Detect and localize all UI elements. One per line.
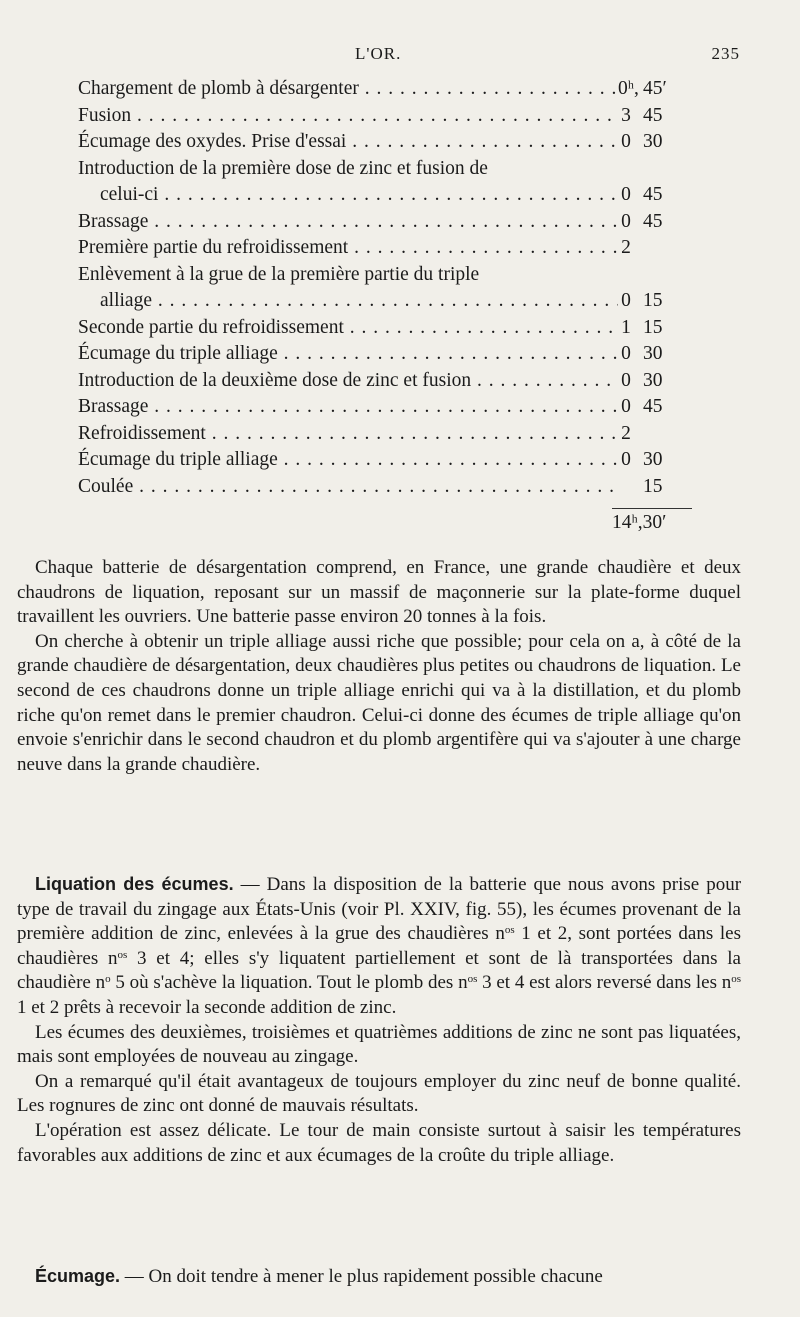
paragraph-deuxiemes: Les écumes des deuxièmes, troisièmes et quatrièmes additions de zinc ne sont pas liquatées, mais sont employées de nouveau au zingage. [17,1021,741,1068]
body-section-3 [17,1264,741,1290]
section-heading-ecumage: Écumage. [35,1266,121,1286]
schedule-row [78,315,698,342]
schedule-hours: 0 [621,184,631,205]
schedule-label: Seconde partie du refroidissement . . . [78,315,618,342]
schedule-row [78,156,698,183]
schedule-minutes: 45 [643,210,663,232]
schedule-label: Coulée . . . [78,474,618,501]
schedule-row [78,235,698,262]
paragraph-ecumage: Écumage. — On doit tendre à mener le plus rapidement possible chacune [35,1266,603,1287]
paragraph-operation: L'opération est assez délicate. Le tour de main consiste surtout à saisir les températures favorables aux additions de zinc et aux écumages de la croûte du triple alliage. [17,1119,741,1166]
body-section-2 [17,872,741,1168]
running-title: L'OR. [355,44,402,63]
body-section-1 [17,556,741,777]
schedule-minutes: 45 [643,184,663,205]
schedule-row [78,474,698,501]
schedule-label: Refroidissement . . . [78,421,618,448]
schedule-row [78,76,698,103]
schedule-row [78,262,698,289]
schedule-label: Brassage . . . [78,394,618,421]
schedule-label: Introduction de la deuxième dose de zinc et fusion . . . [78,368,618,395]
schedule-hours: 2 [621,237,631,258]
schedule-label: Écumage des oxydes. Prise d'essai . . . [78,129,618,156]
schedule-hours: 0ʰ, [618,78,639,99]
paragraph-zinc-neuf: On a remarqué qu'il était avantageux de toujours employer du zinc neuf de bonne qualité. Les rognures de zinc ont donné de mauvais résultats. [17,1070,741,1117]
schedule-minutes: 45 [643,104,663,126]
page-number: 235 [711,44,740,63]
schedule-minutes: 15 [643,475,663,497]
schedule-hours: 0 [621,343,631,364]
schedule-minutes: 30 [643,369,663,391]
schedule-row [78,341,698,368]
schedule-hours: 0 [621,396,631,417]
schedule-label: alliage . . . [100,288,618,315]
schedule-hours: 0 [621,449,631,470]
schedule-label: Fusion . . . [78,103,618,130]
schedule-row [78,394,698,421]
schedule-label: celui-ci . . . [100,182,618,209]
schedule-label: Première partie du refroidissement . . . [78,235,618,262]
schedule-minutes: 15 [643,316,663,338]
schedule-minutes: 30 [643,343,663,364]
schedule-minutes: 45 [643,396,663,417]
schedule-minutes: 30 [643,131,663,152]
schedule-row [78,129,698,156]
schedule-label: Introduction de la première dose de zinc et fusion de [78,157,488,179]
schedule-row [78,182,698,209]
schedule-row [78,368,698,395]
schedule-row [78,288,698,315]
schedule-label: Écumage du triple alliage . . . [78,341,618,368]
schedule-minutes: 45′ [643,78,667,99]
schedule-label: Brassage . . . [78,209,618,236]
schedule-row [78,447,698,474]
schedule-hours: 0 [621,369,631,391]
schedule-hours: 0 [621,131,631,152]
schedule-total: 14ʰ,30′ [612,512,667,533]
paragraph-liquation: Liquation des écumes. — Dans la disposition de la batterie que nous avons prise pour type de travail du zingage aux États-Unis (voir Pl. XXIV, fig. 55), les écumes provenant de la première addition de zinc, enlevées à la grue des chaudières $n^{os}$ 1 et 2, sont portées dans les chaudières $n^{os}$ 3 et 4; elles s'y liquatent partiellement et sont de là transportées dans la chaudière $n^o$ 5 où s'achève la liquation. Tout le plomb des $n^{os}$ 3 et 4 est alors reversé dans les $n^{os}$ 1 et 2 prêts à recevoir la seconde addition de zinc. [17,874,742,1018]
schedule-minutes: 15 [643,290,663,311]
schedule-hours: 0 [621,210,631,232]
schedule-hours: 1 [621,316,631,338]
paragraph-triple-alliage: On cherche à obtenir un triple alliage aussi riche que possible; pour cela on a, à côté de la grande chaudière de désargentation, deux chaudières plus petites ou chaudrons de liquation. Le second de ces chaudrons donne un triple alliage enrichi qui va à la distillation, et du plomb riche qu'on remet dans le premier chaudron. Celui-ci donne des écumes de triple alliage qu'on envoie s'enrichir dans le second chaudron et du plomb argentifère qui va s'ajouter à une charge neuve dans la grande chaudière. [17,630,741,775]
schedule-row [78,103,698,130]
schedule-label: Chargement de plomb à désargenter . . . [78,76,618,103]
operation-schedule [78,76,698,500]
total-rule [612,508,692,509]
schedule-row [78,421,698,448]
schedule-label: Enlèvement à la grue de la première partie du triple [78,263,480,285]
running-header [0,44,800,68]
schedule-minutes: 30 [643,449,663,470]
section-heading-liquation: Liquation des écumes. [35,874,234,894]
schedule-label: Écumage du triple alliage . . . [78,447,618,474]
schedule-hours: 3 [621,104,631,126]
schedule-hours: 2 [621,422,631,444]
schedule-hours: 0 [621,290,631,311]
schedule-row [78,209,698,236]
paragraph-batterie: Chaque batterie de désargentation comprend, en France, une grande chaudière et deux chaudrons de liquation, reposant sur un massif de maçonnerie sur la plate-forme duquel travaillent les ouvriers. Une batterie passe environ 20 tonnes à la fois. [17,557,741,628]
